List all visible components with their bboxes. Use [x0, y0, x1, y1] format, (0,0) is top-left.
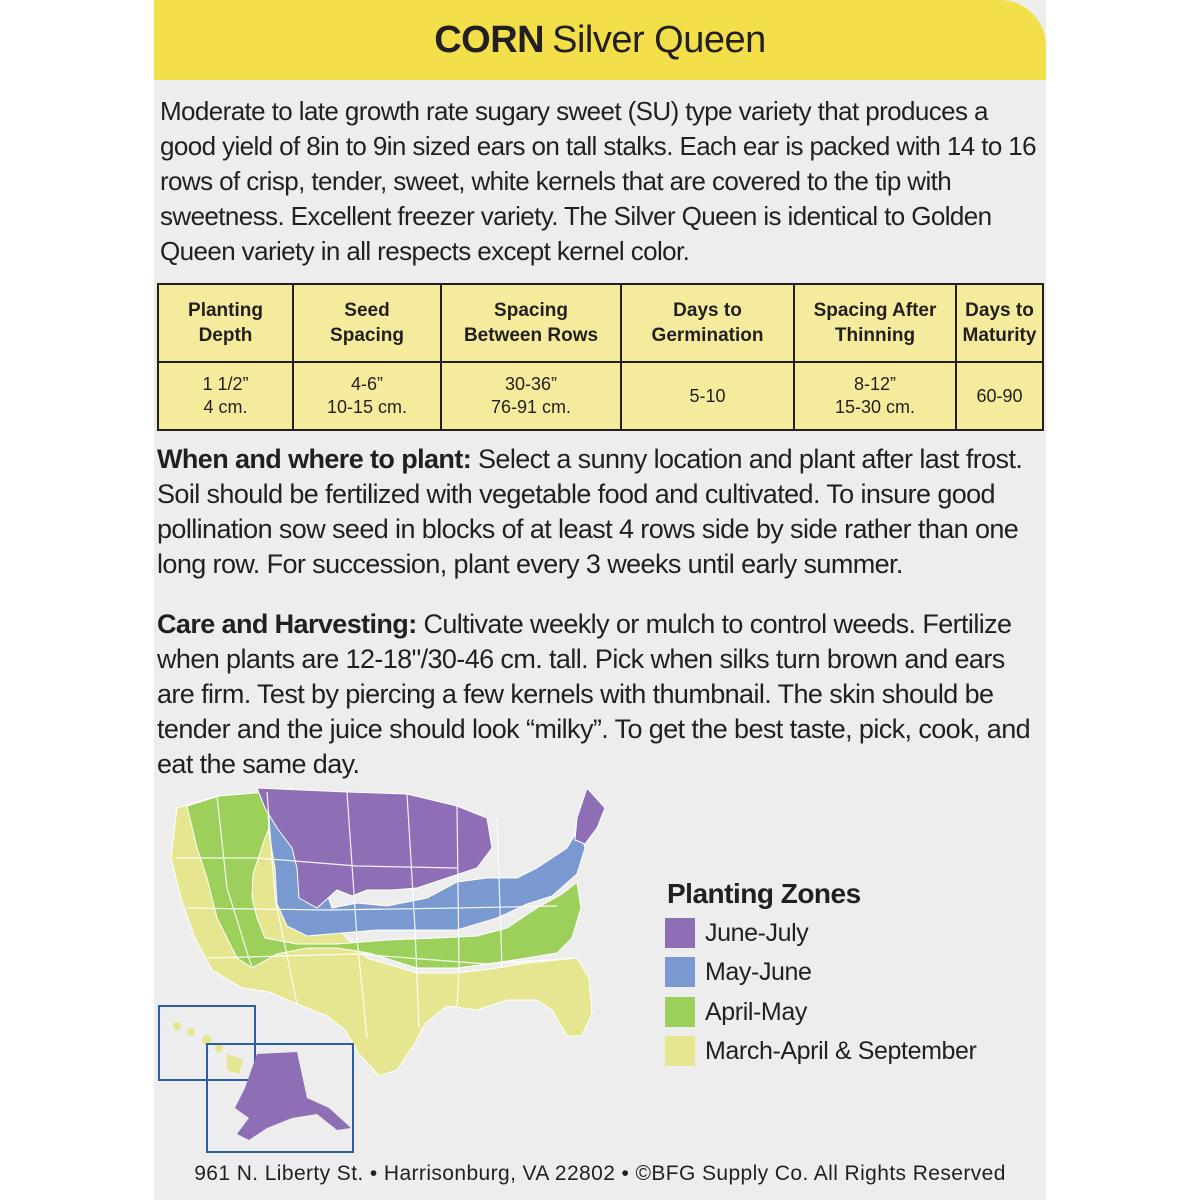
- when-where-text: Select a sunny location and plant after last frost. Soil should be fertilized with vegetable food and cultivated. To insure good pollination sow seed in blocks of at least 4 rows side by side rather than one long row. For succession, plant every 3 weeks until early summer.: [157, 444, 1023, 579]
- table-header-row: [158, 284, 1043, 362]
- table-cell: 60-90: [956, 362, 1043, 430]
- swatch-icon: [665, 918, 695, 948]
- packet-title: [434, 19, 766, 62]
- table-cell: 8-12” 15-30 cm.: [794, 362, 956, 430]
- legend-label: March-April & September: [705, 1036, 977, 1065]
- legend-label: April-May: [705, 997, 807, 1026]
- footer-address: 961 N. Liberty St. • Harrisonburg, VA 22802 • ©BFG Supply Co. All Rights Reserved: [194, 1162, 1006, 1185]
- table-cell: 4-6” 10-15 cm.: [293, 362, 441, 430]
- swatch-icon: [665, 1036, 695, 1066]
- table-cell: 1 1/2” 4 cm.: [158, 362, 293, 430]
- alaska-shape: [235, 1052, 351, 1140]
- legend-title: Planting Zones: [667, 878, 861, 909]
- care-harvesting-section: [157, 607, 1042, 782]
- planting-zones-map: [157, 778, 607, 1156]
- legend-item: [665, 918, 808, 948]
- swatch-icon: [665, 997, 695, 1027]
- legend-item: [665, 957, 812, 987]
- legend-item: [665, 997, 807, 1027]
- when-where-heading: When and where to plant:: [157, 444, 472, 474]
- legend-label: June-July: [705, 918, 809, 947]
- legend-label: May-June: [705, 957, 812, 986]
- table-header-cell: Spacing After Thinning: [794, 284, 956, 362]
- when-where-section: [157, 442, 1042, 582]
- table-header-cell: Spacing Between Rows: [441, 284, 621, 362]
- table-cell: 5-10: [621, 362, 794, 430]
- table-header-cell: Days to Maturity: [956, 284, 1043, 362]
- swatch-icon: [665, 957, 695, 987]
- table-header-cell: Planting Depth: [158, 284, 293, 362]
- zone-june-july-northeast: [575, 788, 605, 844]
- table-row: [158, 362, 1043, 430]
- care-text: Cultivate weekly or mulch to control weeds. Fertilize when plants are 12-18"/30-46 cm. tall. Pick when silks turn brown and ears are firm. Test by piercing a few kernels with thumbnail. The skin should be tender and the juice should look “milky”. To get the best taste, pick, cook, and eat the same day.: [157, 609, 1031, 779]
- legend-item: [665, 1036, 976, 1066]
- variety-name: Silver Queen: [552, 18, 766, 61]
- crop-name: CORN: [434, 18, 545, 61]
- table-header-cell: Days to Germination: [621, 284, 794, 362]
- variety-description: Moderate to late growth rate sugary sweet (SU) type variety that produces a good yield of 8in to 9in sized ears on tall stalks. Each ear is packed with 14 to 16 rows of crisp, tender, sweet, white kernels that are covered to the tip with sweetness. Excellent freezer variety. The Silver Queen is identical to Golden Queen variety in all respects except kernel color.: [160, 96, 1037, 266]
- packet-header: [154, 0, 1046, 80]
- planting-specs-table: [157, 283, 1044, 431]
- table-header-cell: Seed Spacing: [293, 284, 441, 362]
- table-cell: 30-36” 76-91 cm.: [441, 362, 621, 430]
- care-heading: Care and Harvesting:: [157, 609, 417, 639]
